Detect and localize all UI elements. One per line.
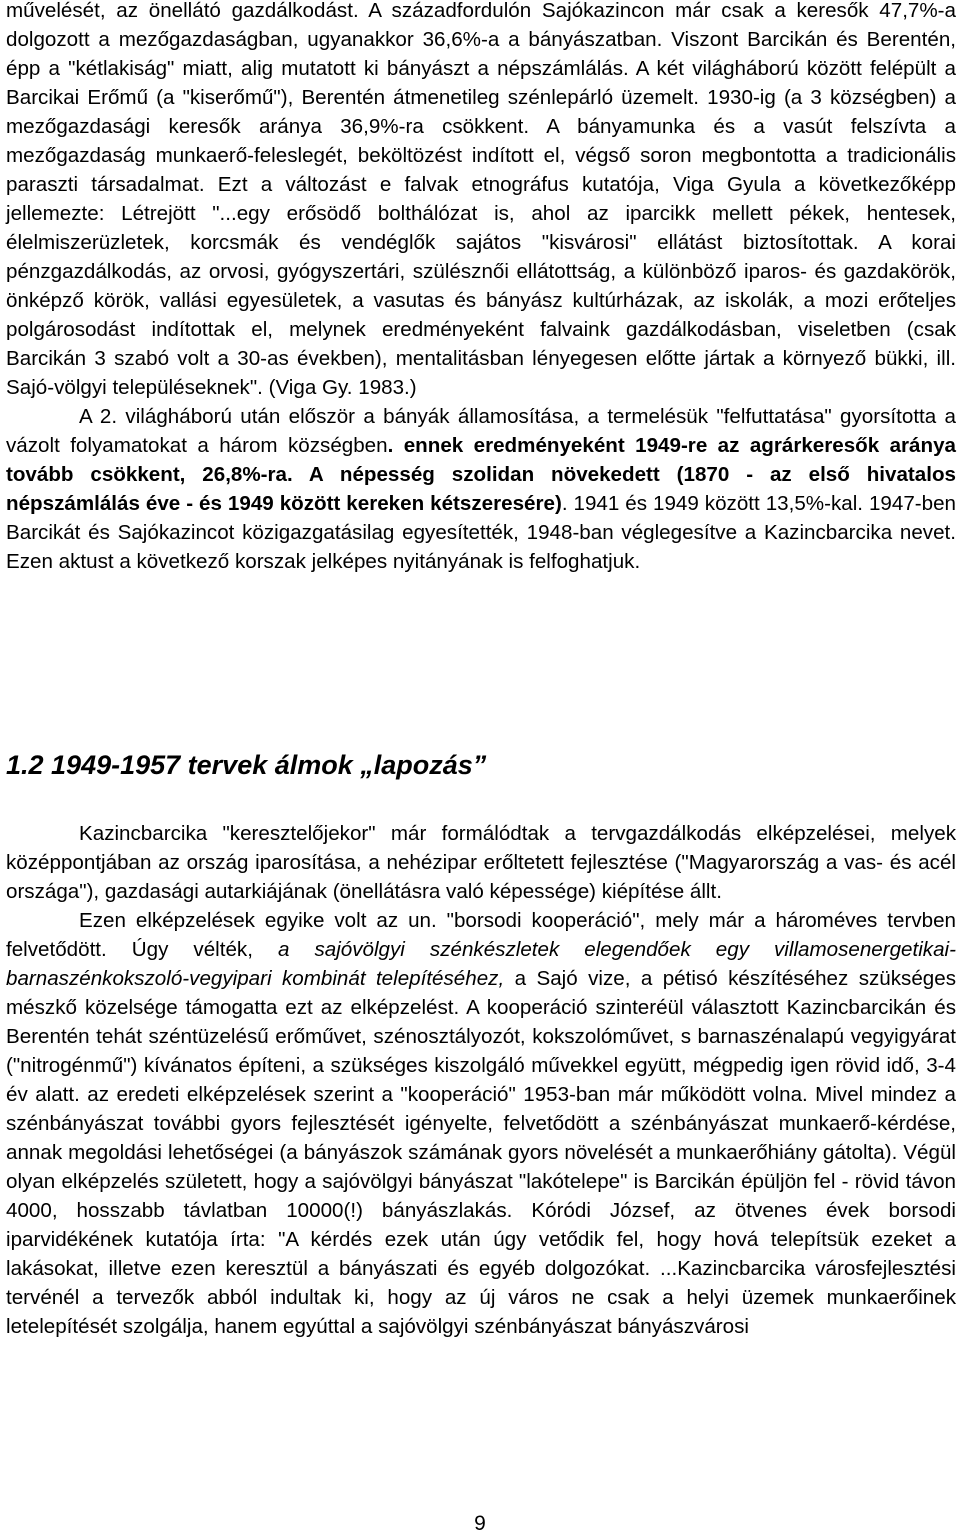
paragraph-text: A 2. világháború után először a bányák államosítása, a termelésük "felfuttatása" gyorsította a vázolt folyamatokat a három községben	[6, 405, 956, 457]
paragraph-text: . 1941 és 1949 között 13,5%-kal. 1947-ben Barcikát és Sajókazincot közigazgatásilag egyesítették, 1948-ban véglegesítve a Kazincbarcika nevet. Ezen aktust a következő korszak jelképes nyitányának is felfoghatjuk.	[6, 492, 956, 573]
page-number: 9	[474, 1512, 486, 1535]
paragraph	[6, 906, 956, 1341]
paragraph-text: a Sajó vize, a pétisó készítéséhez szükséges mészkő közelsége támogatta ezt az elképzelést. A kooperáció szinteréül választott Kazincbarcikán és Berentén tehát széntüzelésű erőművet, szénosztályozót, kokszolóművet, s barnaszénalapú vegyigyárat ("nitrogénmű") kívánatos építeni, a szükséges kiszolgáló művekkel együtt, mégpedig igen rövid idő, 3-4 év alatt	[6, 967, 956, 1106]
paragraph-text: . az eredeti elképzelések szerint a "kooperáció" 1953-ban már működött volna. Mivel mindez a szénbányászat további gyors fejlesztését igényelte, felvetődött a szénbányászat munkaerő-kérdése, annak megoldási lehetőségei (a bányászok számának gyors növelését a munkaerőhiány gátolta). Végül olyan elképzelés született, hogy a sajóvölgyi bányászat "lakótelepe" is Barcikán épüljön fel - rövid távon 4000, hosszabb távlatban 10000(!) bányászlakás. Kóródi József, az ötvenes évek borsodi iparvidékének kutatója írta: "A kérdés ezek után úgy vetődik fel, hogy hová telepítsük ezeket a lakásokat, illetve ezen keresztül a bányászati és egyéb dolgozókat. ...Kazincbarcika városfejlesztési tervénél a tervezők abból indultak ki, hogy az új város ne csak a helyi üzemek munkaerőinek letelepítését szolgálja, hanem egyúttal a sajóvölgyi szénbányászat bányászvárosi	[6, 1083, 956, 1338]
paragraph-text: . ennek eredményeként 1949-re az agrárkeresők aránya tovább csökkent, 26,8%-ra. A népesség szolidan növekedett (1870 - az első hivatalos népszámlálás éve - és 1949 között kereken kétszeresére)	[6, 434, 956, 515]
paragraph: művelését, az önellátó gazdálkodást. A századfordulón Sajókazincon már csak a keresők 47,7%-a dolgozott a mezőgazdaságban, ugyanakkor 36,6%-a a bányászatban. Viszont Barcikán és Berentén, épp a "kétlakiság" miatt, alig mutatott ki bányászt a népszámlálás. A két világháború között felépült a Barcikai Erőmű (a "kiserőmű"), Berentén átmenetileg szénlepárló üzemelt. 1930-ig (a 3 községben) a mezőgazdasági keresők aránya 36,9%-ra csökkent. A bányamunka és a vasút felszívta a mezőgazdaság munkaerő-feleslegét, beköltözést indított el, végső soron megbontotta a tradicionális paraszti társadalmat. Ezt a változást e falvak etnográfus kutatója, Viga Gyula a következőképp jellemezte: Létrejött "...egy erősödő bolthálózat is, ahol az iparcikk mellett pékek, hentesek, élelmiszerüzletek, korcsmák és vendéglők sajátos "kisvárosi" ellátást biztosítottak. A korai pénzgazdálkodás, az orvosi, gyógyszertári, szülésznői ellátottság, a különböző iparos- és gazdakörök, önképző körök, vallási egyesületek, a vasutas és bányász kultúrházak, az iskolák, a mozi erőteljes polgárosodást indítottak el, melynek eredményeként falvaink gazdálkodásban, viseletben (csak Barcikán 3 szabó volt a 30-as években), mentalitásban lényegesen előtte jártak a környező bükki, ill. Sajó-völgyi településeknek". (Viga Gy. 1983.)	[6, 0, 956, 399]
italic-phrase: a sajóvölgyi szénkészletek elegendőek egy villamosenergetikai-barnaszénkokszoló-vegyipari kombinát telepítéséhez,	[6, 938, 956, 990]
paragraph-text: Ezen elképzelések egyike volt az un. "borsodi kooperáció", mely már a hároméves tervben felvetődött. Úgy vélték,	[6, 909, 956, 961]
paragraph: Kazincbarcika "keresztelőjekor" már formálódtak a tervgazdálkodás elképzelései, melyek középpontjában az ország iparosítása, a nehézipar erőltetett fejlesztése ("Magyarország a vas- és acél országa"), gazdasági autarkiájának (önellátásra való képessége) kiépítése állt.	[6, 822, 956, 903]
intro-text-block	[6, 0, 956, 576]
section-heading: 1.2 1949-1957 tervek álmok „lapozás”	[6, 750, 487, 780]
paragraph	[6, 402, 956, 576]
section-body	[6, 819, 956, 1341]
